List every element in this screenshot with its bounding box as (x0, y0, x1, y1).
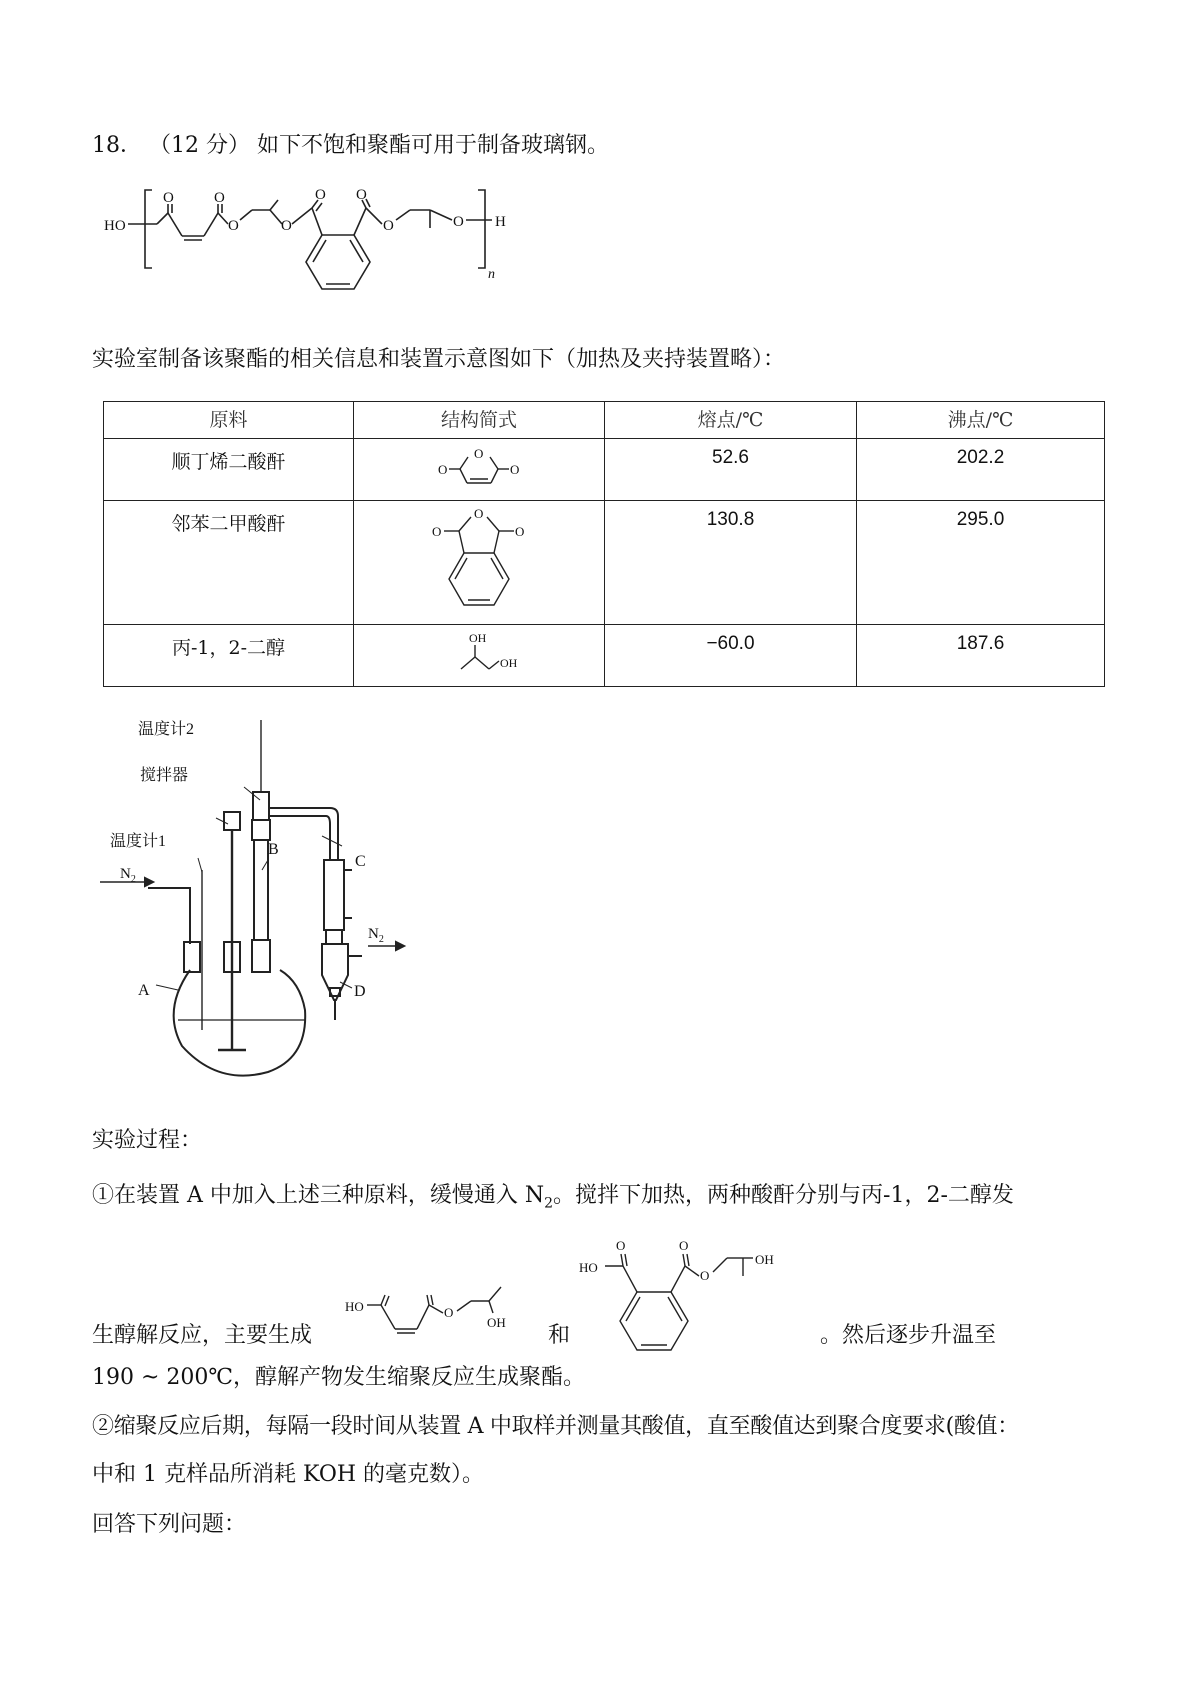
process-step1-line2b: 。然后逐步升温至 (820, 1323, 997, 1348)
question-header (92, 131, 609, 161)
polymer-n: n (488, 267, 495, 282)
propanediol-oh-2: OH (500, 656, 518, 670)
polymer-o-3: O (228, 218, 239, 234)
cell-boiling-point: 295.0 (857, 501, 1105, 625)
process-step1-line1: ①在装置 A 中加入上述三种原料，缓慢通入 $N_2$。搅拌下加热，两种酸酐分别与丙-1，2-二醇发 (92, 1183, 1014, 1212)
cell-name: 邻苯二甲酸酐 (104, 501, 354, 625)
table-row (104, 439, 1105, 501)
table-row (104, 501, 1105, 625)
maleate-oh: OH (487, 1315, 506, 1330)
phthalic-o-ring: O (474, 506, 484, 521)
cell-structure (354, 625, 605, 687)
phthalic-o-left: O (432, 524, 442, 539)
process-and: 和 (548, 1323, 571, 1348)
label-a: A (138, 982, 150, 999)
cell-name: 顺丁烯二酸酐 (104, 439, 354, 501)
phthalic-anhydride-structure (414, 501, 544, 619)
polymer-o-7: O (383, 218, 394, 234)
cell-name: 丙-1，2-二醇 (104, 625, 354, 687)
label-b: B (268, 841, 279, 858)
polymer-o-5: O (315, 187, 326, 203)
table-header-row (104, 402, 1105, 439)
header-boiling-point: 沸点/℃ (857, 402, 1105, 439)
process-step2-line2: 中和 1 克样品所消耗 KOH 的毫克数）。 (92, 1462, 485, 1487)
cell-melting-point: −60.0 (605, 625, 857, 687)
phthalate-ho: HO (579, 1260, 598, 1275)
phthalate-o-1: O (616, 1238, 626, 1253)
maleate-monoester-structure (345, 1283, 550, 1361)
header-melting-point: 熔点/℃ (605, 402, 857, 439)
maleate-o: O (444, 1305, 454, 1320)
maleic-o-left: O (438, 462, 448, 477)
polymer-o-2: O (214, 190, 225, 206)
process-step1-line3: 190 ~ 200℃，醇解产物发生缩聚反应生成聚酯。 (92, 1365, 586, 1390)
thermometer1-label: 温度计1 (110, 833, 167, 850)
question-score: （12 分） (149, 133, 250, 158)
cell-boiling-point: 202.2 (857, 439, 1105, 501)
polymer-ho: HO (104, 218, 126, 234)
cell-boiling-point: 187.6 (857, 625, 1105, 687)
header-material: 原料 (104, 402, 354, 439)
polymer-h: H (495, 214, 506, 230)
process-step1-line2a: 生醇解反应，主要生成 (92, 1323, 313, 1348)
n2-inlet-label: $N_2$ (120, 866, 136, 885)
process-heading: 实验过程： (92, 1128, 203, 1153)
question-number: 18． (92, 133, 142, 158)
process-step2-line1: ②缩聚反应后期，每隔一段时间从装置 A 中取样并测量其酸值，直至酸值达到聚合度要求(酸值： (92, 1414, 1019, 1439)
phthalic-o-right: O (515, 524, 525, 539)
label-c: C (355, 853, 366, 870)
intro-text: 实验室制备该聚酯的相关信息和装置示意图如下（加热及夹持装置略）： (92, 347, 786, 372)
properties-table (103, 401, 1105, 687)
polymer-o-1: O (163, 190, 174, 206)
maleic-anhydride-structure (419, 439, 539, 495)
label-d: D (354, 983, 366, 1000)
polymer-o-6: O (356, 187, 367, 203)
phthalate-o-3: O (700, 1268, 710, 1283)
apparatus-diagram (100, 720, 420, 1090)
cell-structure (354, 501, 605, 625)
question-stem: 如下不饱和聚酯可用于制备玻璃钢。 (257, 133, 610, 158)
propanediol-oh-1: OH (469, 631, 487, 645)
cell-melting-point: 130.8 (605, 501, 857, 625)
n2-outlet-label: $N_2$ (368, 926, 384, 945)
thermometer2-label: 温度计2 (138, 721, 195, 738)
maleate-ho: HO (345, 1299, 364, 1314)
phthalate-monoester-structure (575, 1236, 815, 1366)
answer-prompt: 回答下列问题： (92, 1512, 247, 1537)
polymer-o-8: O (453, 214, 464, 230)
phthalate-oh: OH (755, 1252, 774, 1267)
polymer-structure (100, 180, 540, 305)
header-structure: 结构简式 (354, 402, 605, 439)
maleic-o-ring: O (474, 446, 484, 461)
polymer-o-4: O (281, 218, 292, 234)
stirrer-label: 搅拌器 (140, 767, 189, 784)
cell-structure (354, 439, 605, 501)
table-row (104, 625, 1105, 687)
propanediol-structure (419, 625, 539, 681)
phthalate-o-2: O (679, 1238, 689, 1253)
cell-melting-point: 52.6 (605, 439, 857, 501)
maleic-o-right: O (510, 462, 520, 477)
